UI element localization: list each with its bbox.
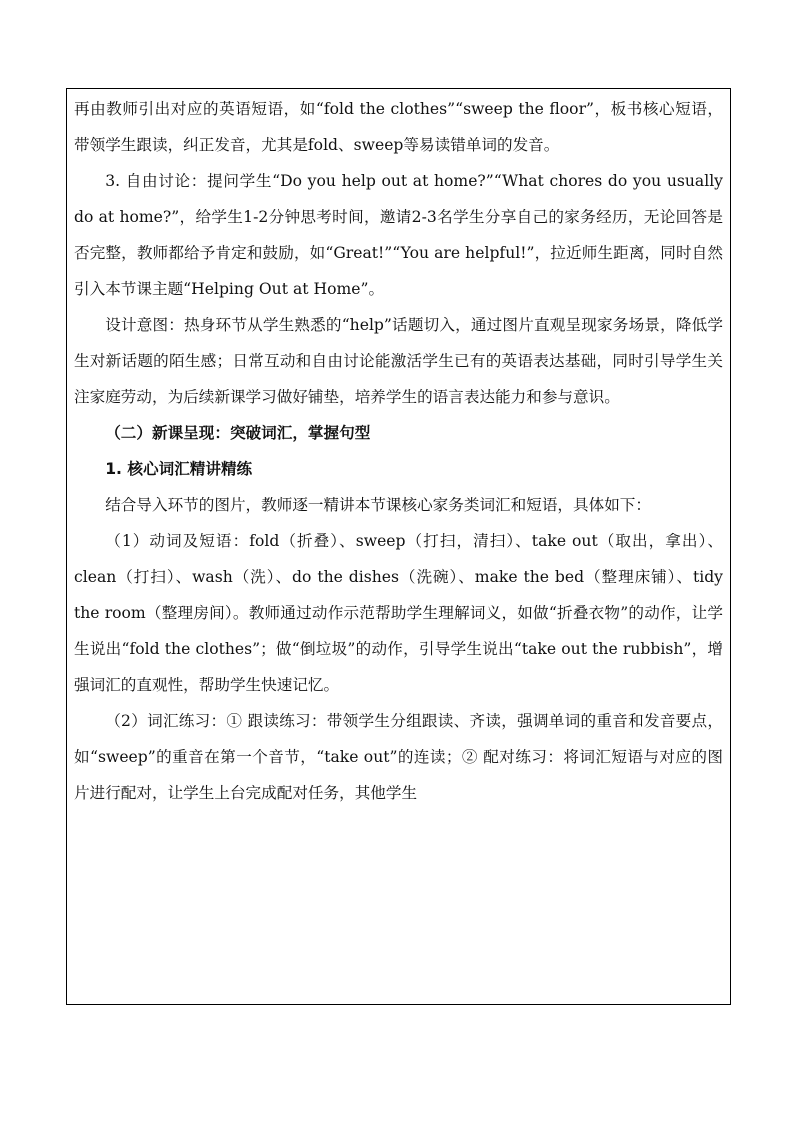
paragraph-design-intent: 设计意图：热身环节从学生熟悉的“help”话题切入，通过图片直观呈现家务场景，降低学生对新话题的陌生感；日常互动和自由讨论能激活学生已有的英语表达基础，同时引导学生关注家庭劳动，为后续新课学习做好铺垫，培养学生的语言表达能力和参与意识。 xyxy=(74,316,723,406)
paragraph-vocabulary-practice: （2）词汇练习：① 跟读练习：带领学生分组跟读、齐读，强调单词的重音和发音要点，如“sweep”的重音在第一个音节，“take out”的连读；② 配对练习：将词汇短语与对应的图片进行配对，让学生上台完成配对任务，其他学生 xyxy=(74,712,723,802)
lesson-plan-table-cell xyxy=(66,88,731,1005)
paragraph-vocabulary-intro: 结合导入环节的图片，教师逐一精讲本节课核心家务类词汇和短语，具体如下： xyxy=(105,496,651,514)
paragraph-free-discussion: 3. 自由讨论：提问学生“Do you help out at home?”“What chores do you usually do at home?”，给学生1-2分钟思考时间，邀请2-3名学生分享自己的家务经历，无论回答是否完整，教师都给予肯定和鼓励，如“Great!”“You are helpful!”，拉近师生距离，同时自然引入本节课主题“Helping Out at Home”。 xyxy=(74,172,723,298)
subsection-heading-core-vocabulary: 1. 核心词汇精讲精练 xyxy=(105,460,253,478)
section-heading-new-lesson: （二）新课呈现：突破词汇，掌握句型 xyxy=(105,424,371,442)
paragraph-phrase-intro: 再由教师引出对应的英语短语，如“fold the clothes”“sweep the floor”，板书核心短语，带领学生跟读，纠正发音，尤其是fold、sweep等易读错单词的发音。 xyxy=(74,100,723,154)
paragraph-verbs-and-phrases: （1）动词及短语：fold（折叠）、sweep（打扫，清扫）、take out（取出，拿出）、clean（打扫）、wash（洗）、do the dishes（洗碗）、make the bed（整理床铺）、tidy the room（整理房间）。教师通过动作示范帮助学生理解词义，如做“折叠衣物”的动作，让学生说出“fold the clothes”；做“倒垃圾”的动作，引导学生说出“take out the rubbish”，增强词汇的直观性，帮助学生快速记忆。 xyxy=(74,532,723,694)
